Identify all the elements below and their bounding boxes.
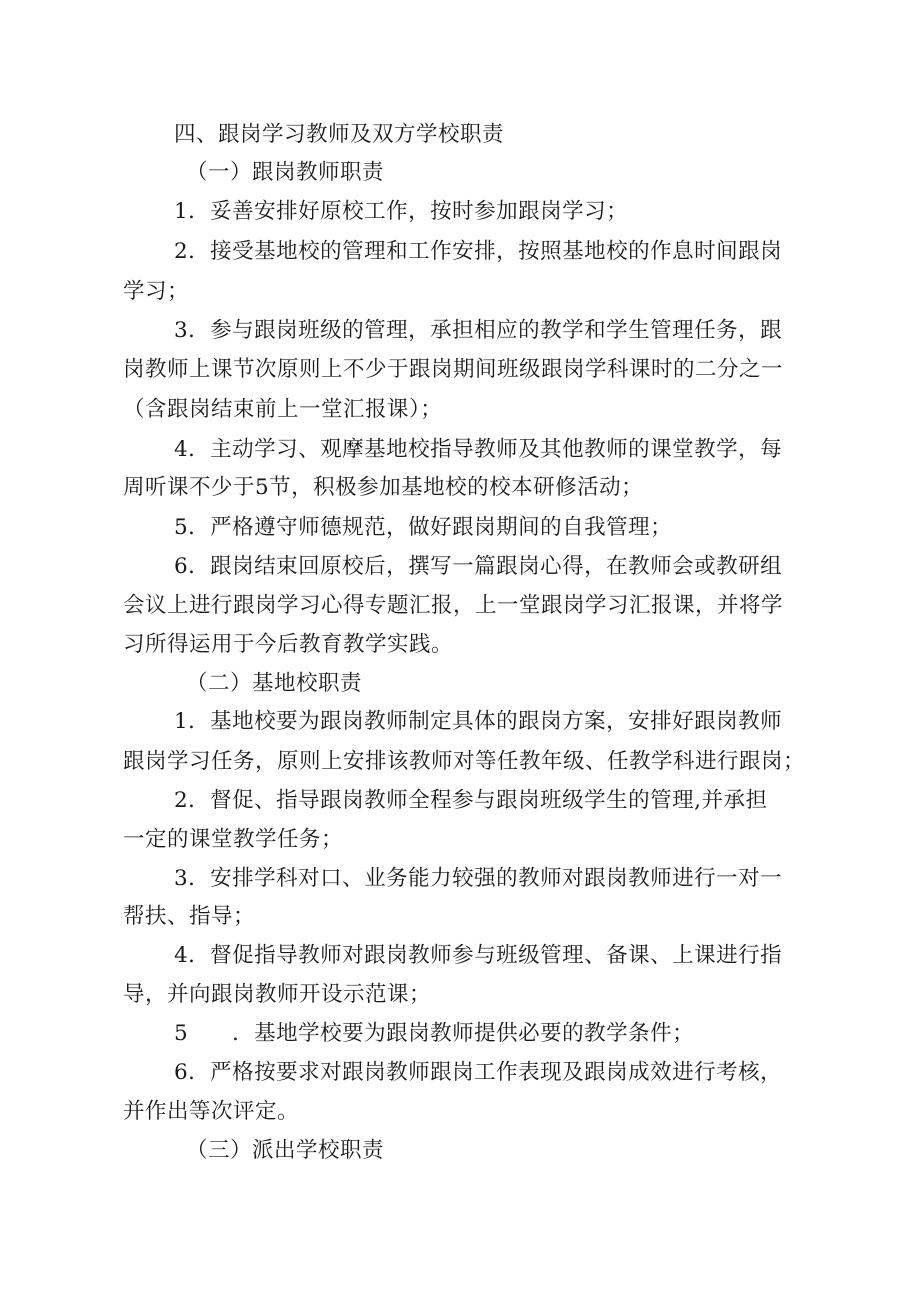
paragraph-line: 习所得运用于今后教育教学实践。 bbox=[123, 632, 454, 657]
section-title: 四、跟岗学习教师及双方学校职责 bbox=[174, 122, 505, 147]
paragraph-line: 帮扶、指导； bbox=[123, 904, 256, 929]
subsection-title-3: （三）派出学校职责 bbox=[186, 1138, 385, 1163]
paragraph-line: 1．妥善安排好原校工作，按时参加跟岗学习； bbox=[174, 199, 629, 224]
paragraph-line: 并作出等次评定。 bbox=[123, 1099, 300, 1124]
paragraph-line: 5 ．基地学校要为跟岗教师提供必要的教学条件； bbox=[174, 1021, 695, 1046]
paragraph-line: 3．参与跟岗班级的管理，承担相应的教学和学生管理任务，跟 bbox=[174, 318, 783, 343]
subsection-title-1: （一）跟岗教师职责 bbox=[186, 160, 385, 185]
paragraph-line: 学习； bbox=[123, 279, 190, 304]
paragraph-line: 岗教师上课节次原则上不少于跟岗期间班级跟岗学科课时的二分之一 bbox=[123, 357, 784, 382]
paragraph-line: 6．跟岗结束回原校后，撰写一篇跟岗心得，在教师会或教研组 bbox=[174, 554, 783, 579]
paragraph-line: （含跟岗结束前上一堂汇报课）； bbox=[123, 397, 443, 422]
paragraph-line: 2．督促、指导跟岗教师全程参与跟岗班级学生的管理,并承担 bbox=[174, 788, 768, 813]
subsection-title-2: （二）基地校职责 bbox=[186, 671, 363, 696]
paragraph-line: 一定的课堂教学任务； bbox=[123, 827, 344, 852]
paragraph-line: 跟岗学习任务，原则上安排该教师对等任教年级、任教学科进行跟岗； bbox=[123, 749, 806, 774]
paragraph-line: 导，并向跟岗教师开设示范课； bbox=[123, 982, 432, 1007]
paragraph-line: 2．接受基地校的管理和工作安排，按照基地校的作息时间跟岗 bbox=[174, 239, 783, 264]
paragraph-line: 会议上进行跟岗学习心得专题汇报，上一堂跟岗学习汇报课，并将学 bbox=[123, 593, 784, 618]
paragraph-line: 1．基地校要为跟岗教师制定具体的跟岗方案，安排好跟岗教师 bbox=[174, 709, 783, 734]
paragraph-line: 周听课不少于5节，积极参加基地校的校本研修活动； bbox=[123, 475, 644, 500]
paragraph-line: 4．督促指导教师对跟岗教师参与班级管理、备课、上课进行指 bbox=[174, 943, 783, 968]
paragraph-line: 4．主动学习、观摩基地校指导教师及其他教师的课堂教学，每 bbox=[174, 437, 783, 462]
paragraph-line: 3．安排学科对口、业务能力较强的教师对跟岗教师进行一对一 bbox=[174, 866, 783, 891]
paragraph-line: 5．严格遵守师德规范，做好跟岗期间的自我管理； bbox=[174, 515, 673, 540]
paragraph-line: 6．严格按要求对跟岗教师跟岗工作表现及跟岗成效进行考核， bbox=[174, 1060, 783, 1085]
